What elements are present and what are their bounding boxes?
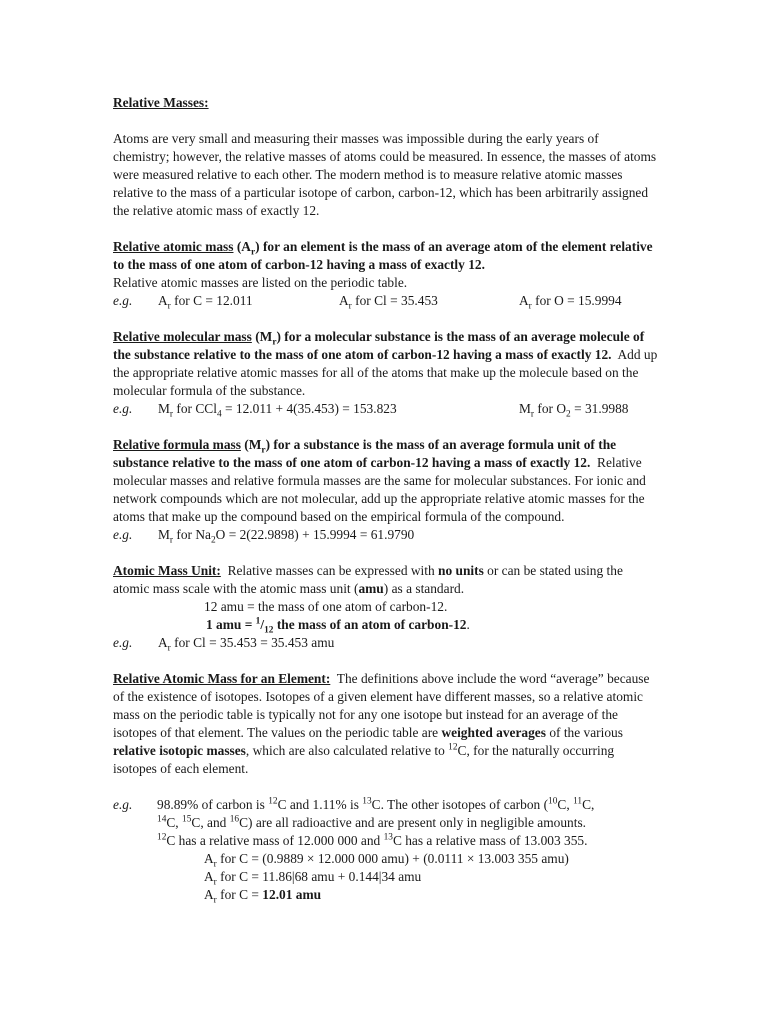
calc-line-2: $A_r$ for C = 11.86|68 amu + 0.144|34 amu <box>204 869 422 888</box>
formula-mass-examples: e.g. $M_r$ for $Na_2O = 2(22.9898) + 15.9994 = 61.9790$ <box>113 527 415 546</box>
element-mass-paragraph: Relative Atomic Mass for an Element: The definitions above include the word “average” because of the existence of isotopes. Isotopes of a given element have different masses, so a relative atomic mass on the periodic table is typically not for any one isotope but instead for an average of the isotopes of that element. The values on the periodic table are weighted averages of the various relative isotopic masses, which are also calculated relative to $^{12}$C, for the naturally occurring isotopes of each element. <box>113 671 650 776</box>
isotope-example: e.g. 98.89% of carbon is $^{12}$C and 1.11% is $^{13}$C. The other isotopes of carbon ($^{10}$C, $^{11}$C, $^{14}$C, $^{15}$C, and $^{16}$C) are all radioactive and are present only in negligible amounts. $^{12}$C has a relative mass of 12.000 000 and $^{13}$C has a relative mass of 13.003 355. $A_r$ for C = (0.9889 × 12.000 000 amu) + (0.0111 × 13.003 355 amu) $A_r$ for C = 11.86|68 amu + 0.144|34 amu $A_r$ for C = 12.01 amu <box>113 796 658 904</box>
isotope-example-text: 98.89% of carbon is $^{12}$C and 1.11% is $^{13}$C. The other isotopes of carbon ($^{10}$C, $^{11}$C, $^{14}$C, $^{15}$C, and $^{16}$C) are all radioactive and are present only in negligible amounts. $^{12}$C has a relative mass of 12.000 000 and $^{13}$C has a relative mass of 13.003 355. <box>157 796 595 848</box>
atomic-mass-term: Relative atomic mass <box>113 239 234 254</box>
document-content <box>113 94 658 904</box>
element-mass-term: Relative Atomic Mass for an Element: <box>113 671 331 686</box>
atomic-mass-definition: Relative atomic mass $(A_r)$ for an element is the mass of an average atom of the element relative to the mass of one atom of carbon-12 having a mass of exactly 12. <box>113 239 653 272</box>
amu-example: e.g. $A_r$ for Cl = 35.453 = 35.453 amu <box>113 635 335 654</box>
example-mr-ccl4: $M_r$ for CCl$_4$ = 12.011 + 4(35.453) = 153.823 <box>158 401 397 420</box>
calc-result: 12.01 amu <box>262 887 322 902</box>
page-title: Relative Masses: <box>113 95 209 110</box>
amu-line-2: 1 amu = $^1/_{12}$ the mass of an atom of carbon-12. <box>206 616 470 636</box>
molecular-mass-term: Relative molecular mass <box>113 329 252 344</box>
intro-paragraph: Atoms are very small and measuring their masses was impossible during the early years of chemistry; however, the relative masses of atoms could be measured. In essence, the masses of atoms were measured relative to each other. The modern method is to measure relative atomic masses relative to the mass of a particular isotope of carbon, carbon-12, which has been arbitrarily assigned the relative atomic mass of exactly 12. <box>113 131 657 218</box>
example-ar-cl: $A_r$ for Cl = 35.453 <box>339 293 438 312</box>
amu-paragraph: Atomic Mass Unit: Relative masses can be expressed with no units or can be stated using the atomic mass scale with the atomic mass unit (amu) as a standard. <box>113 563 623 596</box>
example-ar-o: $A_r$ for O = 15.9994 <box>519 293 622 312</box>
example-mr-na2o: $M_r$ for $Na_2O = 2(22.9898) + 15.9994 = 61.9790$ <box>158 527 415 546</box>
atomic-mass-note: Relative atomic masses are listed on the periodic table. <box>113 275 408 290</box>
formula-mass-definition: Relative formula mass $(M_r)$ for a substance is the mass of an average formula unit of the substance relative to the mass of one atom of carbon-12 having a mass of exactly 12. Relative molecular masses and relative formula masses are the same for molecular substances. For ionic and network compounds which are not molecular, add up the appropriate relative atomic masses for the atoms that make up the compound based on the empirical formula of the compound. <box>113 437 646 524</box>
example-mr-o2: $M_r$ for $O_2 = 31.9988$ <box>519 401 629 420</box>
calc-line-1: $A_r$ for C = (0.9889 × 12.000 000 amu) + (0.0111 × 13.003 355 amu) <box>204 851 569 870</box>
atomic-mass-examples: e.g. $A_r$ for C = 12.011 $A_r$ for Cl = 35.453 $A_r$ for O = 15.9994 <box>113 293 622 312</box>
amu-term: Atomic Mass Unit: <box>113 563 221 578</box>
calc-line-3: $A_r$ for C = 12.01 amu <box>204 887 322 906</box>
amu-line-1: 12 amu = the mass of one atom of carbon-12. <box>204 599 448 614</box>
example-ar-cl-amu: $A_r$ for Cl = 35.453 = 35.453 amu <box>158 635 335 654</box>
molecular-mass-examples: e.g. $M_r$ for CCl$_4$ = 12.011 + 4(35.453) = 153.823 $M_r$ for $O_2 = 31.9988$ <box>113 401 629 420</box>
example-ar-c: $A_r$ for C = 12.011 <box>158 293 253 312</box>
formula-mass-term: Relative formula mass <box>113 437 241 452</box>
molecular-mass-definition: Relative molecular mass $(M_r)$ for a molecular substance is the mass of an average molecule of the substance relative to the mass of one atom of carbon-12 having a mass of exactly 12. Add up the appropriate relative atomic masses for all of the atoms that make up the molecule based on the molecular formula of the substance. <box>113 329 658 398</box>
